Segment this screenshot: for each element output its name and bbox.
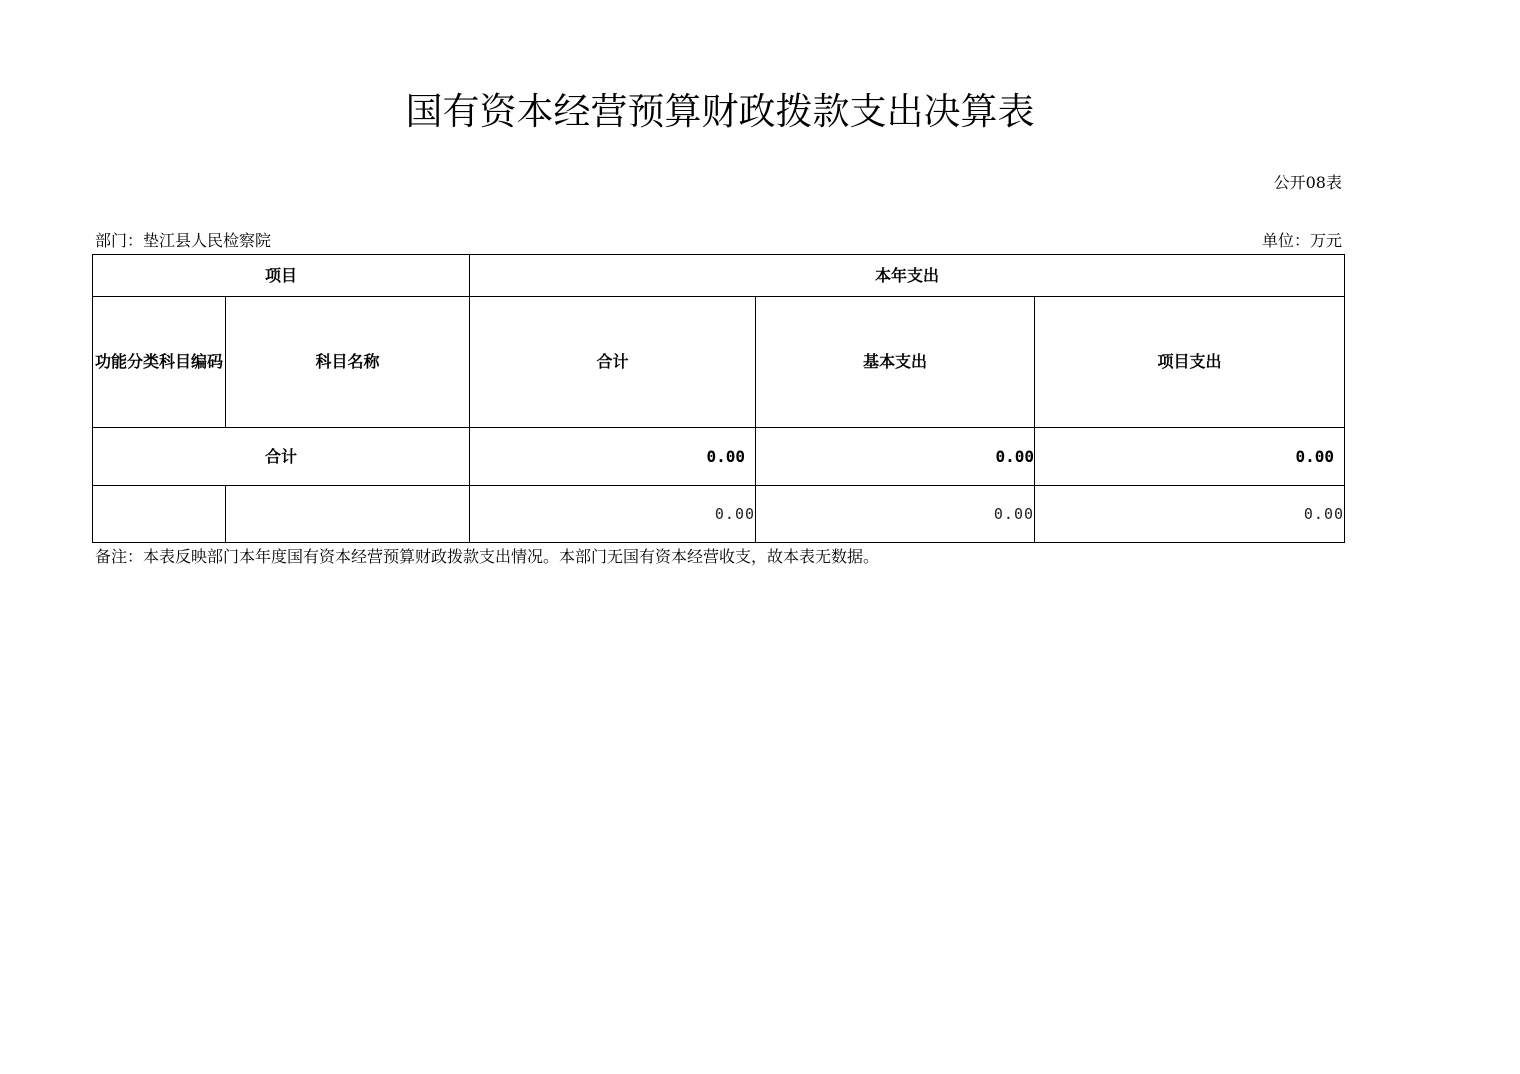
- data-row-name: [226, 486, 470, 543]
- footnote: 备注：本表反映部门本年度国有资本经营预算财政拨款支出情况。本部门无国有资本经营收支，故本表无数据。: [95, 547, 880, 566]
- total-row-total: 0.00: [706, 446, 746, 466]
- total-row-project: 0.00: [1295, 446, 1335, 466]
- data-row-basic-cell: [756, 486, 1035, 543]
- header-row-columns: [93, 297, 1345, 428]
- col-total-header: 合计: [470, 297, 756, 428]
- form-number: 公开08表: [1273, 173, 1342, 192]
- department-label: 部门：垫江县人民检察院: [95, 231, 272, 250]
- col-name-header: 科目名称: [226, 297, 470, 428]
- data-row-project: 0.00: [1303, 505, 1345, 523]
- table-row: [93, 486, 1345, 543]
- col-code-header: 功能分类科目编码: [93, 297, 226, 428]
- data-row-code: [93, 486, 226, 543]
- total-row: [93, 428, 1345, 486]
- col-project-header: 项目支出: [1035, 297, 1345, 428]
- page-title: 国有资本经营预算财政拨款支出决算表: [405, 90, 1035, 133]
- total-row-project-cell: [1035, 428, 1345, 486]
- total-row-label: 合计: [93, 428, 470, 486]
- total-row-basic-cell: [756, 428, 1035, 486]
- data-row-total: 0.00: [714, 505, 756, 523]
- unit-label: 单位：万元: [1261, 231, 1342, 250]
- expenditure-table: [92, 254, 1345, 543]
- header-row-top: [93, 255, 1345, 297]
- data-row-total-cell: [470, 486, 756, 543]
- total-row-basic: 0.00: [995, 446, 1035, 466]
- data-row-project-cell: [1035, 486, 1345, 543]
- data-row-basic: 0.00: [993, 505, 1035, 523]
- header-current-year: 本年支出: [470, 255, 1345, 297]
- col-basic-header: 基本支出: [756, 297, 1035, 428]
- total-row-total-cell: [470, 428, 756, 486]
- header-project: 项目: [93, 255, 470, 297]
